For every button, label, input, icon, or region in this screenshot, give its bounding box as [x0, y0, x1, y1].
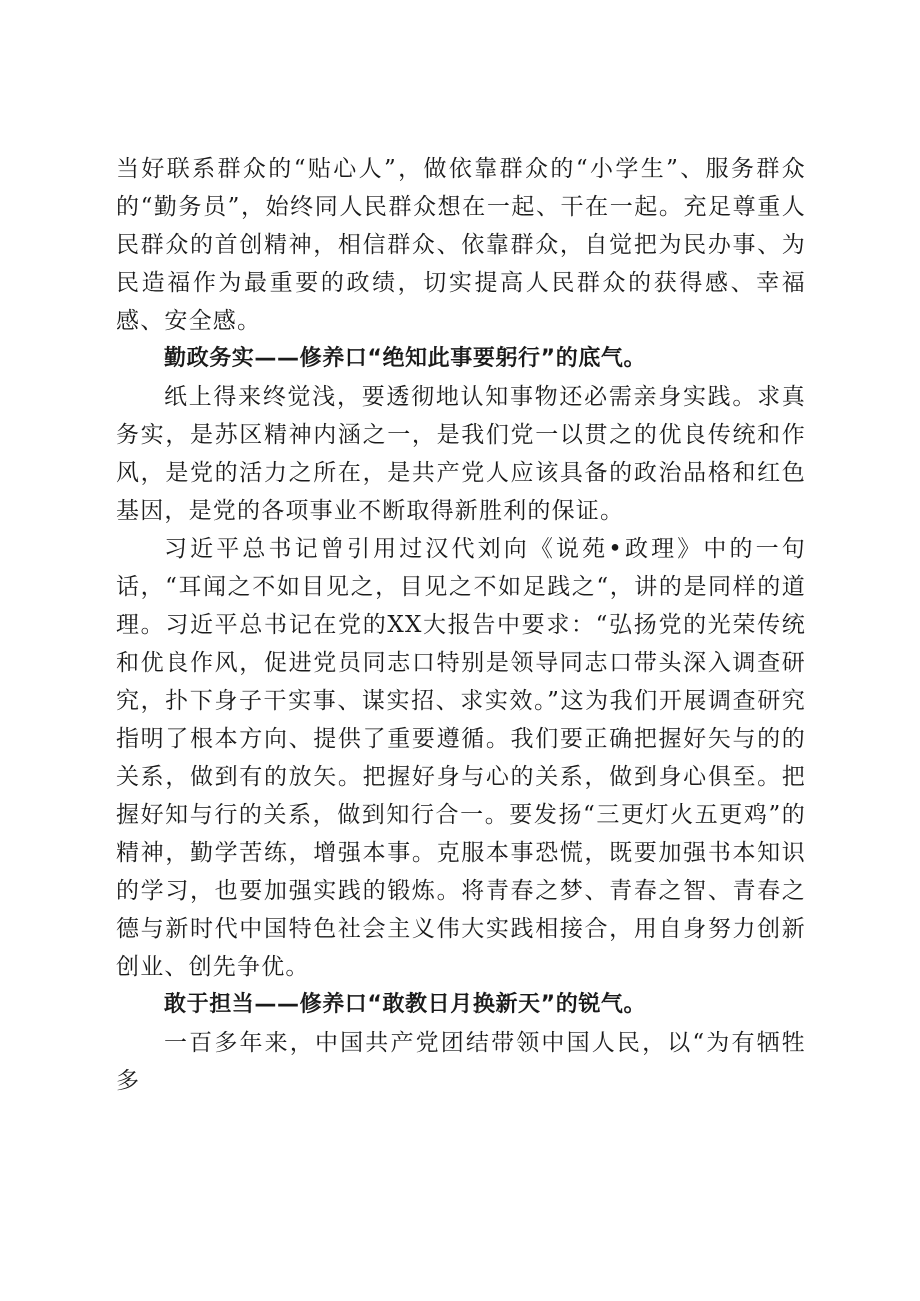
paragraph-seek-truth: 纸上得来终觉浅，要透彻地认知事物还必需亲身实践。求真务实，是苏区精神内涵之一，是我们党一以贯之的优良传统和作风，是党的活力之所在，是共产党人应该具备的政治品格和红色基因，是党的各项事业不断取得新胜利的保证。 [116, 384, 806, 524]
paragraph-hundred-years: 一百多年来，中国共产党团结带领中国人民，以“为有牺牲多 [116, 1030, 806, 1094]
document-body [116, 150, 806, 1100]
section-heading-pragmatic: 勤政务实——修养口“绝知此事要躬行”的底气。 [164, 346, 647, 371]
paragraph-investigation-research: 习近平总书记曾引用过汉代刘向《说苑•政理》中的一句话，“耳闻之不如目见之，目见之不如足践之“，讲的是同样的道理。习近平总书记在党的XX大报告中要求：“弘扬党的光荣传统和优良作风，促进党员同志口特别是领导同志口带头深入调查研究，扑下身子干实事、谋实招、求实效。”这为我们开展调查研究指明了根本方向、提供了重要遵循。我们要正确把握好矢与的的关系，做到有的放矢。把握好身与心的关系，做到身心俱至。把握好知与行的关系，做到知行合一。要发扬“三更灯火五更鸡”的精神，勤学苦练，增强本事。克服本事恐慌，既要加强书本知识的学习，也要加强实践的锻炼。将青春之梦、青春之智、青春之德与新时代中国特色社会主义伟大实践相接合，用自身努力创新创业、创先争优。 [116, 536, 806, 980]
paragraph-mass-line: 当好联系群众的“贴心人”，做依靠群众的“小学生”、服务群众的“勤务员”，始终同人民群众想在一起、干在一起。充足尊重人民群众的首创精神，相信群众、依靠群众，自觉把为民办事、为民造福作为最重要的政绩，切实提高人民群众的获得感、幸福感、安全感。 [116, 156, 806, 334]
section-heading-responsibility: 敢于担当——修养口“敢教日月换新天”的锐气。 [164, 992, 647, 1017]
